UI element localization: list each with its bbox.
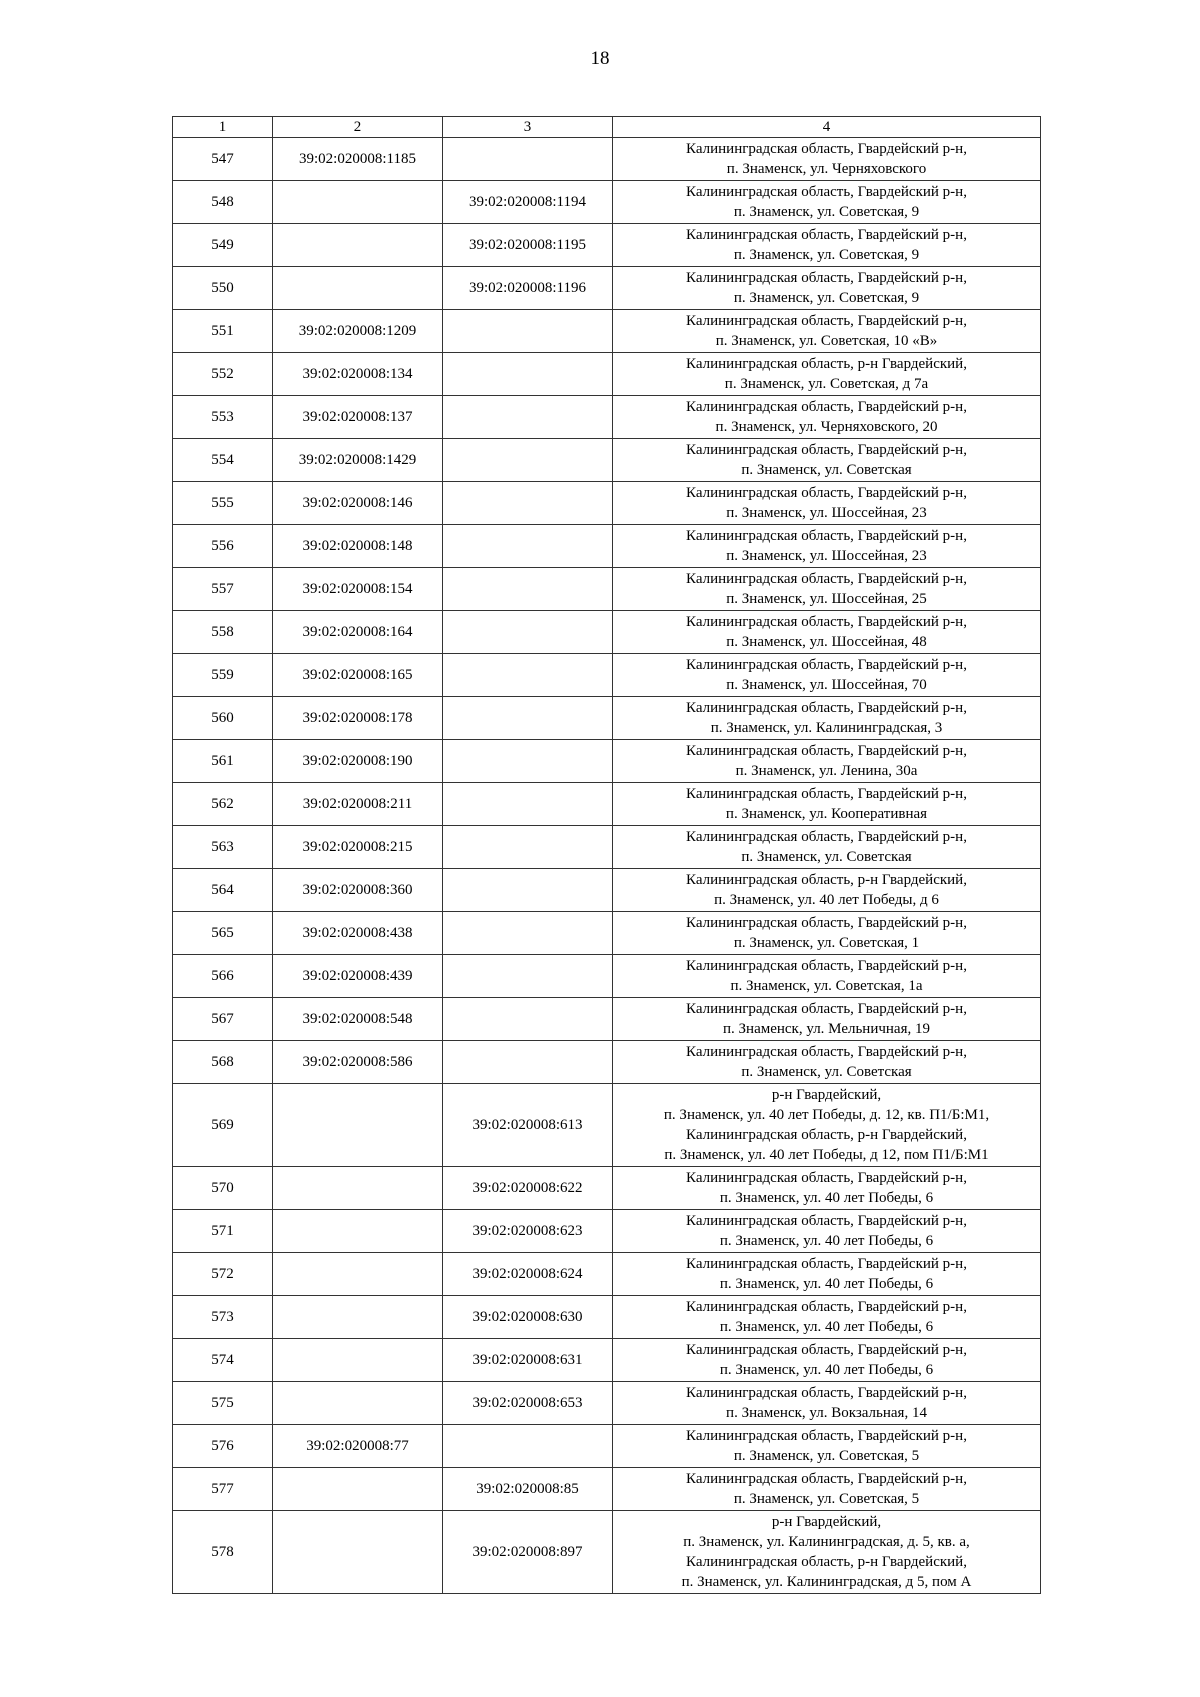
address-cell [613, 1425, 1041, 1468]
address-cell [613, 869, 1041, 912]
cadastral-number-cell [273, 1339, 443, 1382]
address-line: Калининградская область, Гвардейский р-н, [686, 485, 967, 501]
address-cell [613, 697, 1041, 740]
address-line: п. Знаменск, ул. 40 лет Победы, д 6 [714, 892, 939, 908]
table-row [173, 1339, 1041, 1382]
cadastral-number-cell: 39:02:020008:154 [273, 568, 443, 611]
table-row [173, 1210, 1041, 1253]
address-line: Калининградская область, Гвардейский р-н, [686, 399, 967, 415]
table-row [173, 1468, 1041, 1511]
address-line: Калининградская область, Гвардейский р-н, [686, 442, 967, 458]
cadastral-number-cell: 39:02:020008:165 [273, 654, 443, 697]
address-cell [613, 654, 1041, 697]
address-line: п. Знаменск, ул. Советская, 5 [733, 1448, 920, 1464]
address-cell [613, 1468, 1041, 1511]
address-cell [613, 783, 1041, 826]
address-line: Калининградская область, Гвардейский р-н, [686, 1299, 967, 1315]
cadastral-number-cell [273, 1296, 443, 1339]
cadastral-number-cell: 39:02:020008:146 [273, 482, 443, 525]
address-cell [613, 525, 1041, 568]
related-cadastral-number-cell [443, 697, 613, 740]
table-row [173, 1425, 1041, 1468]
address-line: Калининградская область, Гвардейский р-н, [686, 1213, 967, 1229]
cadastral-number-cell: 39:02:020008:360 [273, 869, 443, 912]
row-number-cell: 569 [173, 1084, 273, 1167]
address-line: Калининградская область, Гвардейский р-н, [686, 786, 967, 802]
address-cell [613, 998, 1041, 1041]
cadastral-number-cell: 39:02:020008:164 [273, 611, 443, 654]
table-row [173, 869, 1041, 912]
address-line: п. Знаменск, ул. Советская, 9 [733, 204, 920, 220]
address-line: Калининградская область, Гвардейский р-н, [686, 1001, 967, 1017]
table-row [173, 955, 1041, 998]
row-number-cell: 559 [173, 654, 273, 697]
table-row [173, 138, 1041, 181]
address-line: Калининградская область, Гвардейский р-н, [686, 141, 967, 157]
address-line: п. Знаменск, ул. Шоссейная, 70 [726, 677, 927, 693]
row-number-cell: 552 [173, 353, 273, 396]
address-cell [613, 611, 1041, 654]
address-line: Калининградская область, Гвардейский р-н, [686, 1385, 967, 1401]
cadastral-number-cell: 39:02:020008:178 [273, 697, 443, 740]
address-cell [613, 1296, 1041, 1339]
table-row [173, 482, 1041, 525]
row-number-cell: 561 [173, 740, 273, 783]
cadastral-number-cell: 39:02:020008:1209 [273, 310, 443, 353]
cadastral-number-cell [273, 1210, 443, 1253]
address-line: п. Знаменск, ул. 40 лет Победы, 6 [719, 1233, 934, 1249]
related-cadastral-number-cell [443, 138, 613, 181]
related-cadastral-number-cell [443, 654, 613, 697]
related-cadastral-number-cell [443, 611, 613, 654]
address-line: Калининградская область, р-н Гвардейский, [686, 356, 967, 372]
related-cadastral-number-cell [443, 998, 613, 1041]
address-line: п. Знаменск, ул. Вокзальная, 14 [726, 1405, 927, 1421]
address-line: п. Знаменск, ул. Советская, 10 «В» [715, 333, 938, 349]
table-row [173, 1382, 1041, 1425]
cadastral-number-cell: 39:02:020008:1429 [273, 439, 443, 482]
address-line: Калининградская область, р-н Гвардейский, [686, 872, 967, 888]
address-line: п. Знаменск, ул. Кооперативная [725, 806, 928, 822]
table-row [173, 1084, 1041, 1167]
table-row [173, 267, 1041, 310]
table-row [173, 1296, 1041, 1339]
related-cadastral-number-cell [443, 869, 613, 912]
related-cadastral-number-cell: 39:02:020008:622 [443, 1167, 613, 1210]
row-number-cell: 547 [173, 138, 273, 181]
cadastral-number-cell [273, 1468, 443, 1511]
column-header-1: 1 [173, 117, 273, 138]
row-number-cell: 562 [173, 783, 273, 826]
page-number: 18 [590, 48, 610, 69]
cadastral-number-cell: 39:02:020008:190 [273, 740, 443, 783]
table-row [173, 310, 1041, 353]
address-cell [613, 181, 1041, 224]
row-number-cell: 576 [173, 1425, 273, 1468]
row-number-cell: 560 [173, 697, 273, 740]
table-row [173, 181, 1041, 224]
row-number-cell: 555 [173, 482, 273, 525]
column-header-2: 2 [273, 117, 443, 138]
address-cell [613, 1382, 1041, 1425]
address-line: Калининградская область, Гвардейский р-н, [686, 1342, 967, 1358]
address-line: Калининградская область, Гвардейский р-н, [686, 1170, 967, 1186]
row-number-cell: 565 [173, 912, 273, 955]
column-header-3: 3 [443, 117, 613, 138]
row-number-cell: 554 [173, 439, 273, 482]
address-cell [613, 826, 1041, 869]
address-line: п. Знаменск, ул. 40 лет Победы, 6 [719, 1276, 934, 1292]
related-cadastral-number-cell [443, 353, 613, 396]
address-cell [613, 1511, 1041, 1594]
related-cadastral-number-cell: 39:02:020008:897 [443, 1511, 613, 1594]
cadastral-number-cell: 39:02:020008:1185 [273, 138, 443, 181]
row-number-cell: 549 [173, 224, 273, 267]
table-row [173, 439, 1041, 482]
address-line: п. Знаменск, ул. Советская, д 7а [724, 376, 929, 392]
row-number-cell: 558 [173, 611, 273, 654]
address-line: Калининградская область, Гвардейский р-н, [686, 915, 967, 931]
cadastral-number-cell: 39:02:020008:137 [273, 396, 443, 439]
address-line: Калининградская область, Гвардейский р-н, [686, 270, 967, 286]
table-row [173, 912, 1041, 955]
row-number-cell: 567 [173, 998, 273, 1041]
address-line: Калининградская область, Гвардейский р-н, [686, 1256, 967, 1272]
address-line: Калининградская область, Гвардейский р-н, [686, 528, 967, 544]
address-line: п. Знаменск, ул. 40 лет Победы, д 12, пом П1/Б:М1 [664, 1147, 989, 1163]
address-line: п. Знаменск, ул. Калининградская, д 5, пом А [681, 1574, 972, 1590]
address-line: Калининградская область, Гвардейский р-н, [686, 1471, 967, 1487]
register-table [172, 116, 1041, 1594]
address-cell [613, 912, 1041, 955]
related-cadastral-number-cell: 39:02:020008:631 [443, 1339, 613, 1382]
related-cadastral-number-cell: 39:02:020008:1195 [443, 224, 613, 267]
address-cell [613, 955, 1041, 998]
table-header [173, 117, 1041, 138]
address-line: Калининградская область, Гвардейский р-н, [686, 700, 967, 716]
address-cell [613, 1041, 1041, 1084]
row-number-cell: 563 [173, 826, 273, 869]
address-line: п. Знаменск, ул. Шоссейная, 23 [726, 548, 927, 564]
address-cell [613, 1253, 1041, 1296]
address-line: Калининградская область, Гвардейский р-н, [686, 614, 967, 630]
row-number-cell: 566 [173, 955, 273, 998]
table-row [173, 998, 1041, 1041]
related-cadastral-number-cell [443, 740, 613, 783]
related-cadastral-number-cell: 39:02:020008:1196 [443, 267, 613, 310]
row-number-cell: 577 [173, 1468, 273, 1511]
row-number-cell: 548 [173, 181, 273, 224]
related-cadastral-number-cell [443, 482, 613, 525]
address-cell [613, 482, 1041, 525]
cadastral-number-cell [273, 181, 443, 224]
cadastral-number-cell [273, 224, 443, 267]
table-row [173, 697, 1041, 740]
row-number-cell: 557 [173, 568, 273, 611]
related-cadastral-number-cell [443, 1425, 613, 1468]
related-cadastral-number-cell [443, 826, 613, 869]
header-row [173, 117, 1041, 138]
cadastral-number-cell: 39:02:020008:134 [273, 353, 443, 396]
address-line: Калининградская область, р-н Гвардейский, [686, 1127, 967, 1143]
address-line: р-н Гвардейский, [771, 1087, 882, 1103]
address-line: Калининградская область, Гвардейский р-н, [686, 313, 967, 329]
related-cadastral-number-cell: 39:02:020008:613 [443, 1084, 613, 1167]
row-number-cell: 574 [173, 1339, 273, 1382]
address-line: п. Знаменск, ул. 40 лет Победы, 6 [719, 1319, 934, 1335]
address-cell [613, 740, 1041, 783]
address-line: п. Знаменск, ул. 40 лет Победы, д. 12, кв. П1/Б:М1, [663, 1107, 990, 1123]
table-row [173, 654, 1041, 697]
table-row [173, 353, 1041, 396]
table-row [173, 1167, 1041, 1210]
address-line: п. Знаменск, ул. 40 лет Победы, 6 [719, 1362, 934, 1378]
row-number-cell: 550 [173, 267, 273, 310]
address-line: п. Знаменск, ул. Калининградская, 3 [710, 720, 943, 736]
row-number-cell: 571 [173, 1210, 273, 1253]
table-row [173, 740, 1041, 783]
table-row [173, 568, 1041, 611]
related-cadastral-number-cell: 39:02:020008:630 [443, 1296, 613, 1339]
address-line: Калининградская область, Гвардейский р-н, [686, 227, 967, 243]
address-cell [613, 1339, 1041, 1382]
related-cadastral-number-cell [443, 955, 613, 998]
address-cell [613, 138, 1041, 181]
row-number-cell: 551 [173, 310, 273, 353]
cadastral-number-cell: 39:02:020008:211 [273, 783, 443, 826]
address-line: п. Знаменск, ул. Советская, 1а [730, 978, 923, 994]
address-line: п. Знаменск, ул. Советская, 5 [733, 1491, 920, 1507]
row-number-cell: 573 [173, 1296, 273, 1339]
related-cadastral-number-cell [443, 912, 613, 955]
address-cell [613, 568, 1041, 611]
related-cadastral-number-cell [443, 783, 613, 826]
address-line: п. Знаменск, ул. Советская, 1 [733, 935, 920, 951]
address-cell [613, 439, 1041, 482]
address-line: п. Знаменск, ул. Советская [741, 1064, 912, 1080]
address-line: р-н Гвардейский, [771, 1514, 882, 1530]
cadastral-number-cell: 39:02:020008:438 [273, 912, 443, 955]
address-cell [613, 396, 1041, 439]
address-line: п. Знаменск, ул. Черняховского [726, 161, 927, 177]
related-cadastral-number-cell: 39:02:020008:624 [443, 1253, 613, 1296]
address-line: п. Знаменск, ул. Шоссейная, 25 [726, 591, 927, 607]
table-body [173, 138, 1041, 1594]
cadastral-number-cell [273, 1511, 443, 1594]
related-cadastral-number-cell [443, 396, 613, 439]
table-row [173, 783, 1041, 826]
related-cadastral-number-cell: 39:02:020008:623 [443, 1210, 613, 1253]
address-line: Калининградская область, Гвардейский р-н, [686, 1044, 967, 1060]
cadastral-number-cell [273, 1167, 443, 1210]
row-number-cell: 568 [173, 1041, 273, 1084]
address-cell [613, 353, 1041, 396]
address-line: п. Знаменск, ул. Советская, 9 [733, 290, 920, 306]
related-cadastral-number-cell [443, 310, 613, 353]
address-line: Калининградская область, Гвардейский р-н, [686, 1428, 967, 1444]
address-cell [613, 224, 1041, 267]
cadastral-number-cell [273, 1382, 443, 1425]
cadastral-number-cell: 39:02:020008:77 [273, 1425, 443, 1468]
address-line: Калининградская область, Гвардейский р-н, [686, 184, 967, 200]
address-line: Калининградская область, р-н Гвардейский, [686, 1554, 967, 1570]
address-line: п. Знаменск, ул. Мельничная, 19 [723, 1021, 930, 1037]
table-row [173, 1041, 1041, 1084]
cadastral-number-cell [273, 1253, 443, 1296]
address-line: п. Знаменск, ул. Советская [741, 462, 912, 478]
cadastral-number-cell [273, 267, 443, 310]
address-line: Калининградская область, Гвардейский р-н, [686, 958, 967, 974]
cadastral-number-cell: 39:02:020008:586 [273, 1041, 443, 1084]
address-line: п. Знаменск, ул. Советская, 9 [733, 247, 920, 263]
address-line: Калининградская область, Гвардейский р-н, [686, 743, 967, 759]
address-line: п. Знаменск, ул. Шоссейная, 48 [726, 634, 927, 650]
related-cadastral-number-cell [443, 568, 613, 611]
related-cadastral-number-cell: 39:02:020008:85 [443, 1468, 613, 1511]
address-line: Калининградская область, Гвардейский р-н, [686, 657, 967, 673]
table-row [173, 396, 1041, 439]
address-cell [613, 310, 1041, 353]
table-row [173, 525, 1041, 568]
related-cadastral-number-cell [443, 439, 613, 482]
address-line: п. Знаменск, ул. 40 лет Победы, 6 [719, 1190, 934, 1206]
address-cell [613, 267, 1041, 310]
cadastral-number-cell: 39:02:020008:148 [273, 525, 443, 568]
row-number-cell: 575 [173, 1382, 273, 1425]
table-row [173, 1253, 1041, 1296]
address-cell [613, 1084, 1041, 1167]
row-number-cell: 578 [173, 1511, 273, 1594]
table-row [173, 611, 1041, 654]
address-line: Калининградская область, Гвардейский р-н, [686, 829, 967, 845]
row-number-cell: 556 [173, 525, 273, 568]
related-cadastral-number-cell: 39:02:020008:653 [443, 1382, 613, 1425]
cadastral-number-cell: 39:02:020008:548 [273, 998, 443, 1041]
table-row [173, 826, 1041, 869]
related-cadastral-number-cell [443, 1041, 613, 1084]
table-row [173, 224, 1041, 267]
address-line: п. Знаменск, ул. Шоссейная, 23 [726, 505, 927, 521]
row-number-cell: 570 [173, 1167, 273, 1210]
row-number-cell: 553 [173, 396, 273, 439]
table-row [173, 1511, 1041, 1594]
cadastral-number-cell: 39:02:020008:215 [273, 826, 443, 869]
address-line: п. Знаменск, ул. Советская [741, 849, 912, 865]
address-line: Калининградская область, Гвардейский р-н, [686, 571, 967, 587]
address-line: п. Знаменск, ул. Ленина, 30а [735, 763, 918, 779]
cadastral-number-cell: 39:02:020008:439 [273, 955, 443, 998]
address-cell [613, 1167, 1041, 1210]
related-cadastral-number-cell: 39:02:020008:1194 [443, 181, 613, 224]
address-cell [613, 1210, 1041, 1253]
address-line: п. Знаменск, ул. Калининградская, д. 5, кв. а, [683, 1534, 970, 1550]
row-number-cell: 572 [173, 1253, 273, 1296]
row-number-cell: 564 [173, 869, 273, 912]
column-header-4: 4 [613, 117, 1041, 138]
related-cadastral-number-cell [443, 525, 613, 568]
cadastral-number-cell [273, 1084, 443, 1167]
address-line: п. Знаменск, ул. Черняховского, 20 [715, 419, 938, 435]
